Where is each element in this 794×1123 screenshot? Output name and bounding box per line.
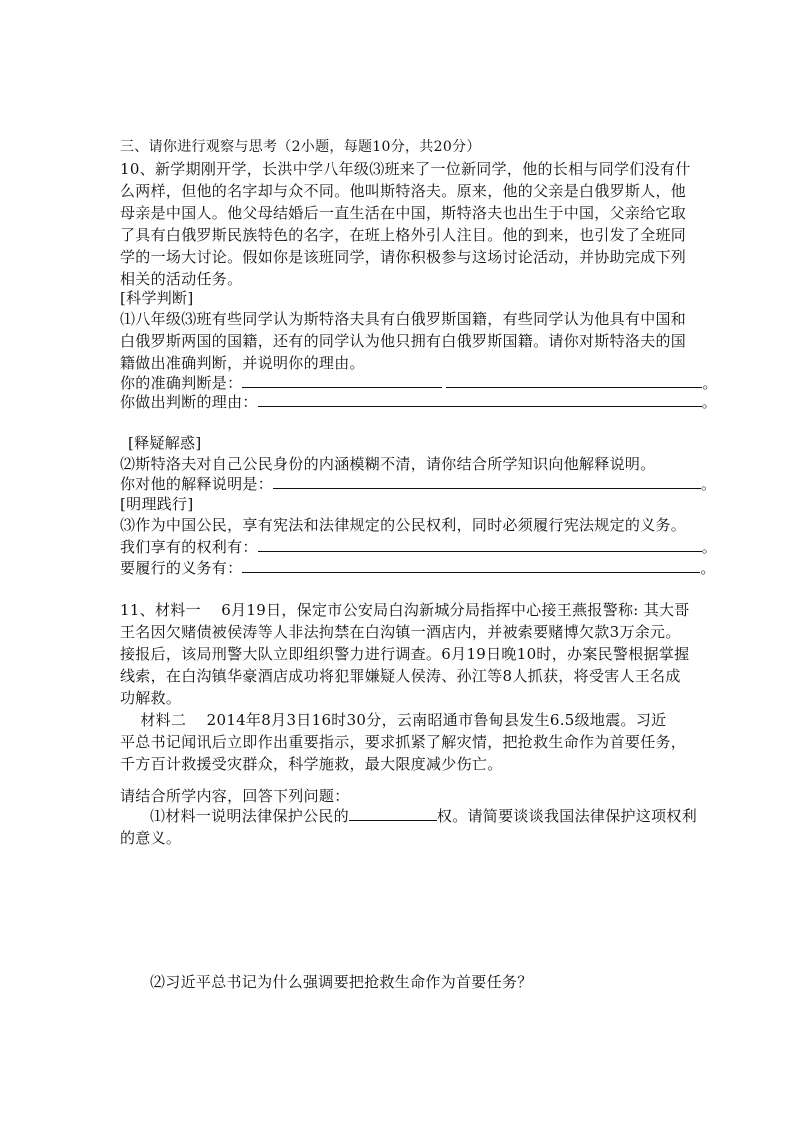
q10-p2: ⑵斯特洛夫对自己公民身份的内涵模糊不清，请你结合所学知识向他解释说明。 — [120, 455, 656, 473]
heading-practice: [明理践行] — [120, 495, 194, 513]
duties-blank[interactable] — [242, 558, 700, 573]
q11-m2-line-2: 平总书记闻讯后立即作出重要指示，要求抓紧了解灾情，把抢救生命作为首要任务， — [120, 733, 687, 751]
q10-line-2: 么两样，但他的名字却与众不同。他叫斯特洛夫。原来，他的父亲是白俄罗斯人，他 — [120, 182, 687, 200]
heading-clarify: [释疑解惑] — [128, 434, 202, 452]
end-mark: 。 — [702, 374, 718, 392]
q10-line-5: 学的一场大讨论。假如你是该班同学，请你积极参与这场讨论活动，并协助完成下列 — [120, 248, 687, 266]
q10-p1-line-2: 白俄罗斯两国的国籍，还有的同学认为他只拥有白俄罗斯国籍。请你对斯特洛夫的国 — [120, 332, 687, 350]
explain-label: 你对他的解释说明是： — [120, 475, 274, 493]
judgment-label: 你的准确判断是： — [120, 374, 243, 392]
judgment-blank-2[interactable] — [446, 373, 702, 388]
q11-m1-line-3: 接报后，该局刑警大队立即组织警力进行调查。6月19日晚10时，办案民警根据掌握 — [120, 645, 690, 663]
rights-blank[interactable] — [258, 537, 702, 552]
q11-sub1-line-2: 的意义。 — [120, 829, 182, 847]
end-mark: 。 — [701, 475, 717, 493]
judgment-blank-1[interactable] — [242, 373, 442, 388]
duties-label: 要履行的义务有： — [120, 559, 243, 577]
q11-sub1-row — [150, 806, 720, 826]
q10-p1-line-1: ⑴八年级⑶班有些同学认为斯特洛夫具有白俄罗斯国籍，有些同学认为他具有中国和 — [120, 310, 687, 328]
judgment-answer-row — [120, 373, 720, 393]
q11-m1-line-2: 王名因欠赌债被侯涛等人非法拘禁在白沟镇一酒店内，并被索要赌博欠款3万余元。 — [120, 623, 681, 641]
reason-answer-row — [120, 392, 720, 412]
explain-answer-row — [120, 474, 720, 494]
q11-m2-line-1: 材料二 2014年8月3日16时30分，云南昭通市鲁甸县发生6.5级地震。习近 — [120, 711, 667, 729]
q11-sub2: ⑵习近平总书记为什么强调要把抢救生命作为首要任务？ — [150, 973, 533, 991]
q11-m1-line-1: 11、材料一 6月19日，保定市公安局白沟新城分局指挥中心接王燕报警称: 其大哥 — [120, 601, 690, 619]
heading-science-judgment: [科学判断] — [120, 289, 194, 307]
q11-prompt: 请结合所学内容，回答下列问题： — [120, 787, 350, 805]
explain-blank[interactable] — [273, 474, 701, 489]
q10-p3: ⑶作为中国公民，享有宪法和法律规定的公民权利，同时必须履行宪法规定的义务。 — [120, 516, 687, 534]
q11-m1-line-4: 线索，在白沟镇华豪酒店成功将犯罪嫌疑人侯涛、孙江等8人抓获，将受害人王名成 — [120, 667, 681, 685]
end-mark: 。 — [701, 538, 718, 556]
section-title: 三、请你进行观察与思考（2小题，每题10分，共20分） — [120, 139, 481, 155]
q11-m2-line-3: 千方百计救援受灾群众，科学施救，最大限度减少伤亡。 — [120, 755, 503, 773]
rights-answer-row — [120, 537, 720, 557]
rights-label: 我们享有的权利有： — [120, 538, 258, 556]
right-name-blank[interactable] — [349, 806, 437, 821]
q11-sub1-post: 权。请简要谈谈我国法律保护这项权利 — [436, 807, 698, 825]
q10-line-6: 相关的活动任务。 — [120, 270, 243, 288]
q10-line-1: 10、新学期刚开学，长洪中学八年级⑶班来了一位新同学，他的长相与同学们没有什 — [120, 160, 691, 178]
q10-line-4: 了具有白俄罗斯民族特色的名字，在班上格外引人注目。他的到来，也引发了全班同 — [120, 226, 687, 244]
reason-label: 你做出判断的理由： — [120, 393, 258, 411]
q11-sub1-pre: ⑴材料一说明法律保护公民的 — [150, 807, 349, 825]
reason-blank[interactable] — [258, 392, 702, 407]
q10-line-3: 母亲是中国人。他父母结婚后一直生活在中国，斯特洛夫也出生于中国，父亲给它取 — [120, 204, 687, 222]
end-mark: 。 — [700, 559, 716, 577]
q11-m1-line-5: 功解救。 — [120, 689, 182, 707]
q10-p1-line-3: 籍做出准确判断，并说明你的理由。 — [120, 354, 365, 372]
end-mark: 。 — [701, 393, 718, 411]
duties-answer-row — [120, 558, 720, 578]
